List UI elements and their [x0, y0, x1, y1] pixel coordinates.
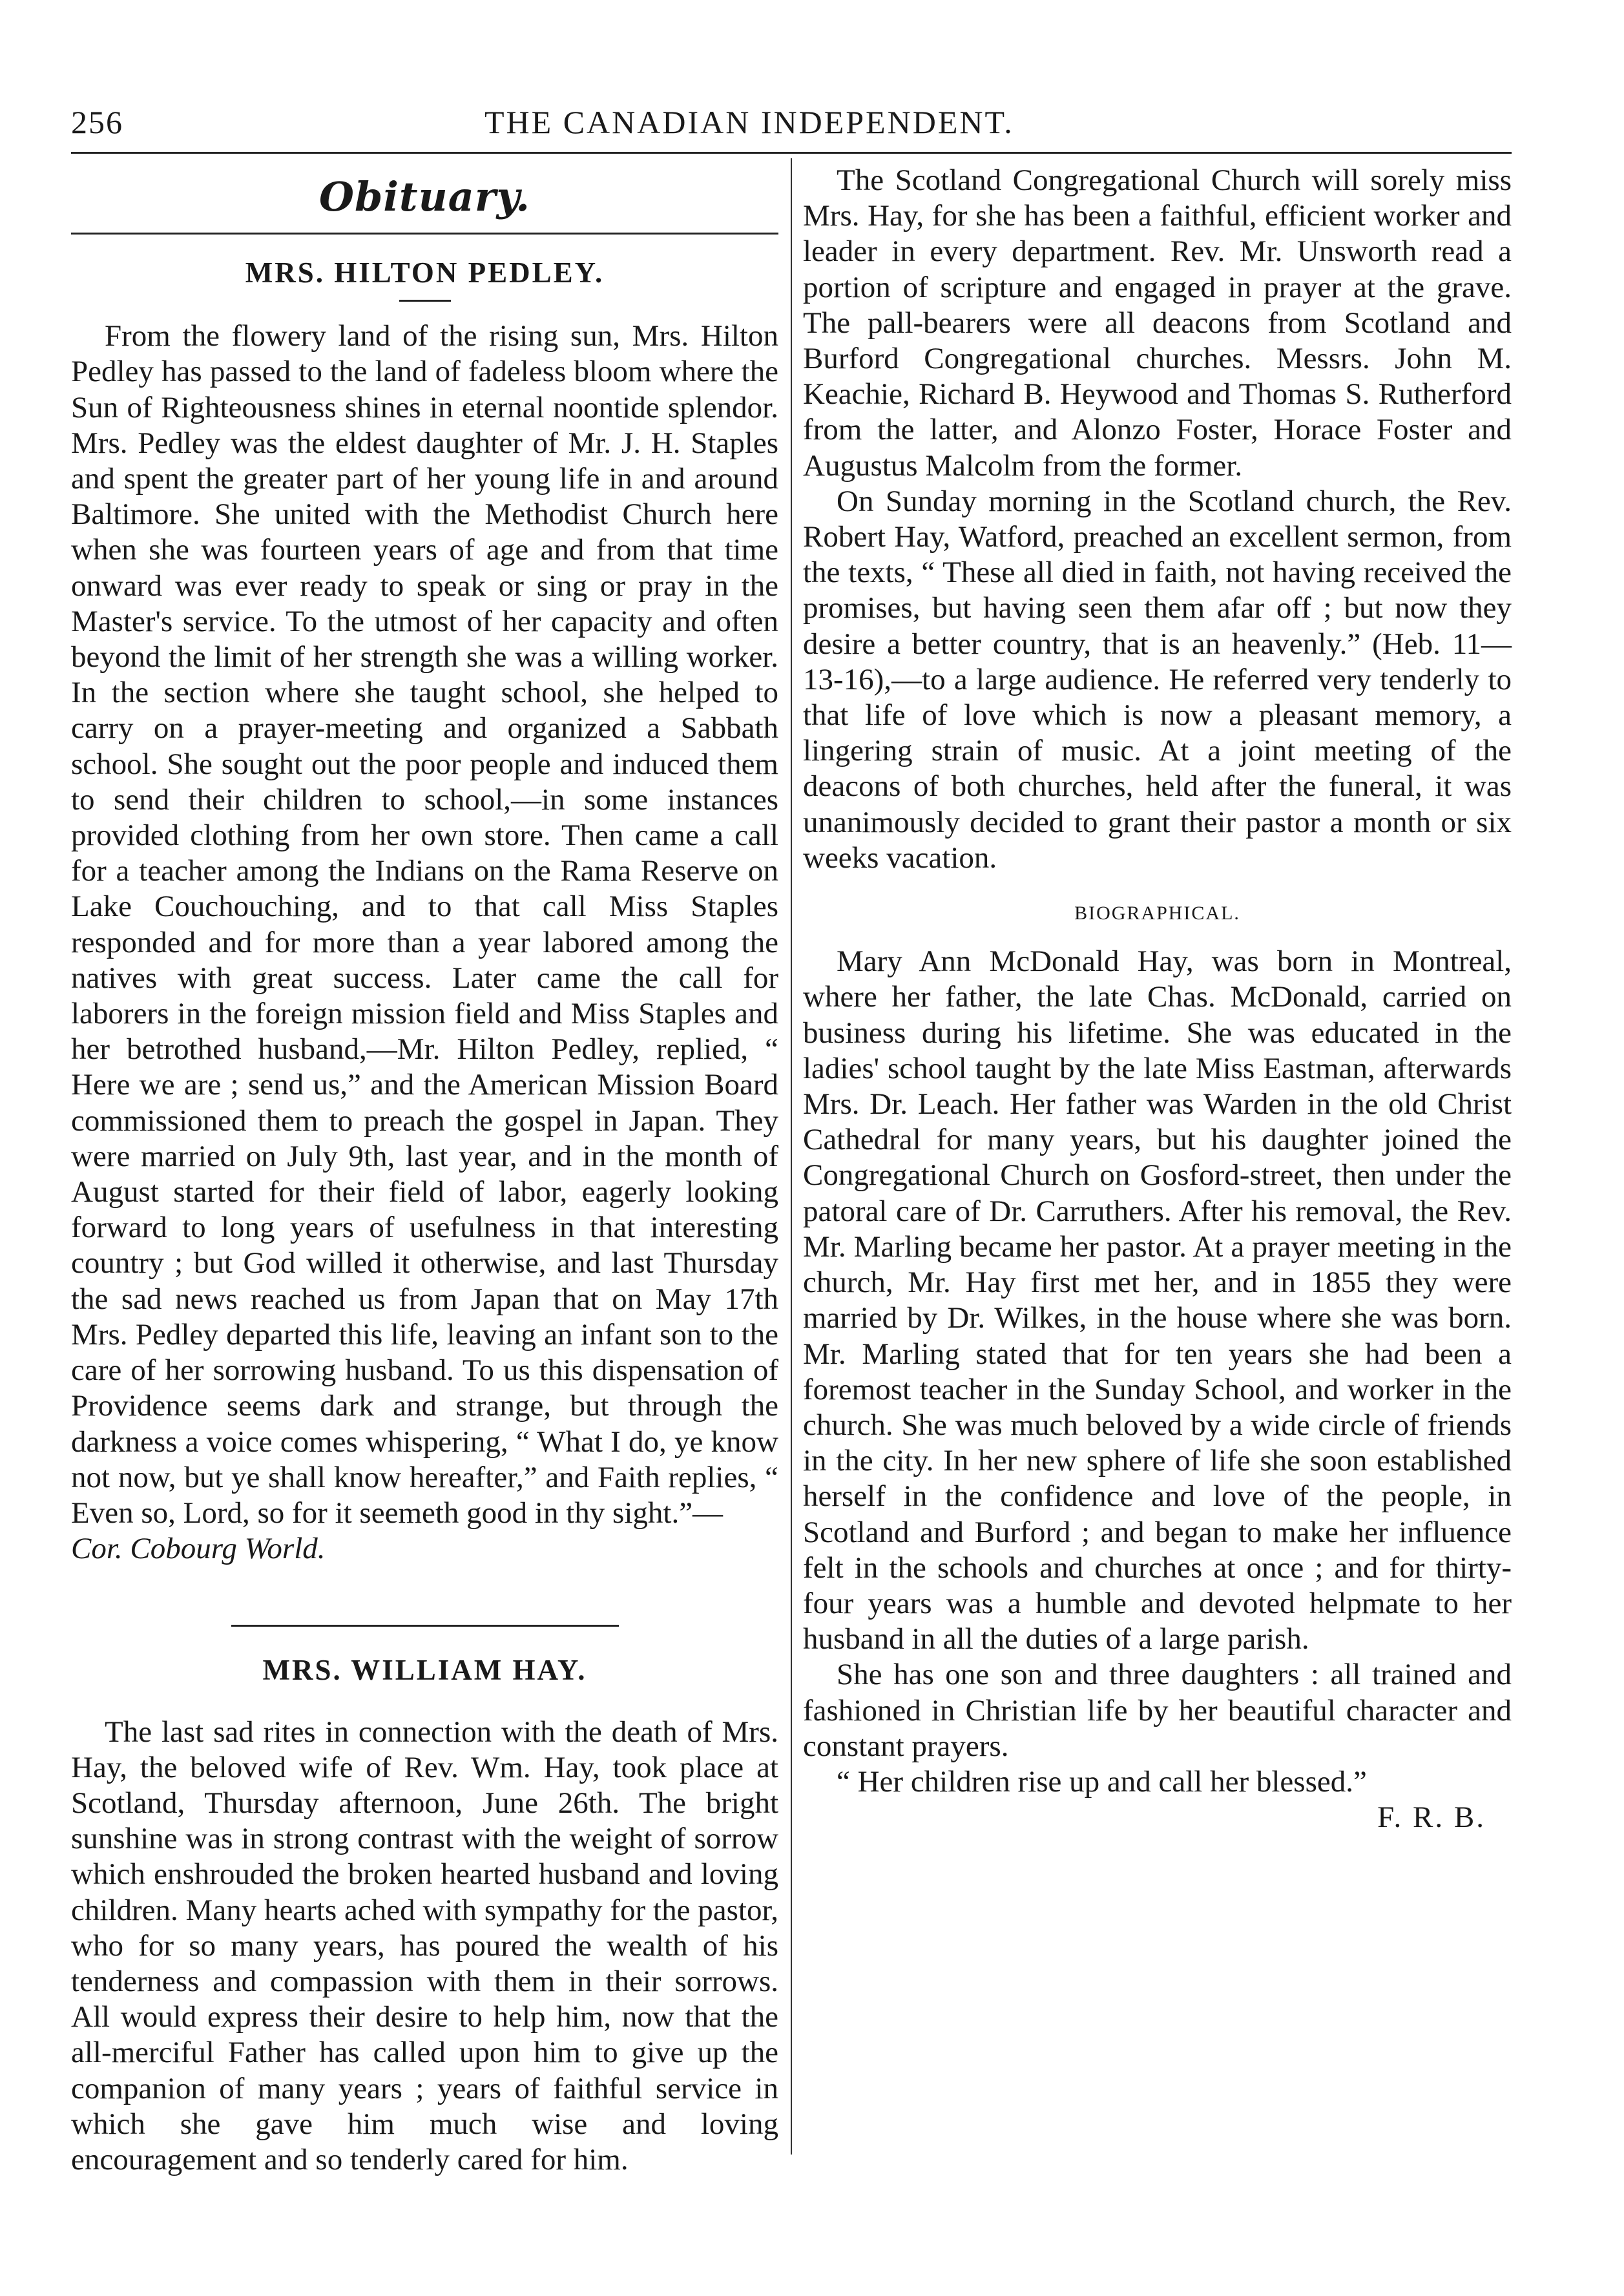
article-paragraph: From the flowery land of the rising sun, Mrs. Hilton Pedley has passed to the land of fadeless bloom where the Sun of Righteousness shines in eternal noontide splendor. Mrs. Pedley was the eldest daughter of Mr. J. H. Staples and spent the greater part of her young life in and around Baltimore. She united with the Methodist Church here when she was fourteen years of age and from that time onward was ever ready to speak or sing or pray in the Master's service. To the utmost of her capacity and often beyond the limit of her strength she was a willing worker. In the section where she taught school, she helped to carry on a prayer-meeting and organized a Sabbath school. She sought out the poor people and induced them to send their children to school,—in some instances provided clothing from her own store. Then came a call for a teacher among the Indians on the Rama Reserve on Lake Couchouching, and to that call Miss Staples responded and for more than a year labored among the natives with great success. Later came the call for laborers in the foreign mission field and Miss Staples and her betrothed husband,—Mr. Hilton Pedley, replied, “ Here we are ; send us,” and the American Mission Board commissioned them to preach the gospel in Japan. They were married on July 9th, last year, and in the month of August started for their field of labor, eagerly looking forward to long years of usefulness in that interesting country ; but God willed it otherwise, and last Thursday the sad news reached us from Japan that on May 17th Mrs. Pedley departed this life, leaving an infant son to the care of her sorrowing husband. To us this dispensation of Providence seems dark and strange, but through the darkness a voice comes whispering, “ What I do, ye know not now, but ye shall know hereafter,” and Faith replies, “ Even so, Lord, so for it seemeth good in thy sight.”— — [71, 319, 778, 1530]
header-rule — [71, 152, 1512, 154]
article-paragraph: On Sunday morning in the Scotland church, the Rev. Robert Hay, Watford, preached an excellent sermon, from the texts, “ These all died in faith, not having received the promises, but having seen them afar off ; but now they desire a better country, that is an heavenly.” (Heb. 11—13-16),—to a large audience. He referred very tenderly to that life of love which is now a pleasant memory, a lingering strain of music. At a joint meeting of the deacons of both churches, held after the funeral, it was unanimously decided to grant their pastor a month or six weeks vacation. — [803, 484, 1512, 875]
article-paragraph: The last sad rites in connection with the death of Mrs. Hay, the beloved wife of Rev. Wm. Hay, took place at Scotland, Thursday afternoon, June 26th. The bright sunshine was in strong contrast with the weight of sorrow which enshrouded the broken hearted husband and loving children. Many hearts ached with sympathy for the pastor, who for so many years, has poured the wealth of his tenderness and compassion with them in their sorrows. All would express their desire to help him, now that the all-merciful Father has called upon him to give up the companion of many years ; years of faithful service in which she gave him much wise and loving encouragement and so tenderly cared for him. — [71, 1715, 778, 2176]
obituary-title-pedley: MRS. HILTON PEDLEY. — [245, 256, 605, 289]
section-heading: Obituary. — [319, 173, 530, 220]
article-paragraph: She has one son and three daughters : all trained and fashioned in Christian life by her beautiful character and constant prayers. — [803, 1658, 1512, 1763]
article-paragraph: The Scotland Congregational Church will sorely miss Mrs. Hay, for she has been a faithful, efficient worker and leader in every department. Rev. Mr. Unsworth read a portion of scripture and engaged in prayer at the grave. The pall-bearers were all deacons from Scotland and Burford Congregational churches. Messrs. John M. Keachie, Richard B. Heywood and Thomas S. Rutherford from the latter, and Alonzo Foster, Horace Foster and Augustus Malcolm from the former. — [803, 163, 1512, 483]
article-quote: “ Her children rise up and call her blessed.” — [837, 1764, 1367, 1799]
left-column — [71, 162, 778, 2178]
page-number: 256 — [71, 104, 123, 140]
article-signature: F. R. B. — [1377, 1800, 1486, 1835]
page-header — [71, 97, 1512, 155]
article-paragraph: Mary Ann McDonald Hay, was born in Montreal, where her father, the late Chas. McDonald, carried on business during his lifetime. She was educated in the ladies' school taught by the late Miss Eastman, afterwards Mrs. Dr. Leach. Her father was Warden in the old Christ Cathedral for many years, but his daughter joined the Congregational Church on Gosford-street, then under the patoral care of Dr. Carruthers. After his removal, the Rev. Mr. Marling became her pastor. At a prayer meeting in the church, Mr. Hay first met her, and in 1855 they were married by Dr. Wilkes, in the house where she was born. Mr. Marling stated that for ten years she had been a foremost teacher in the Sunday School, and worker in the church. She was much beloved by a wide circle of friends in the city. In her new sphere of life she soon established herself in the confidence and love of the people, in Scotland and Burford ; and began to make her influence felt in the schools and churches at once ; and for thirty-four years was a humble and devoted helpmate to her husband in all the duties of a large parish. — [803, 944, 1512, 1656]
subheading-biographical: BIOGRAPHICAL. — [1074, 903, 1240, 924]
article-credit: Cor. Cobourg World. — [71, 1532, 326, 1566]
running-title: THE CANADIAN INDEPENDENT. — [484, 104, 1014, 140]
right-column — [803, 163, 1512, 1835]
column-divider — [791, 158, 792, 2155]
obituary-title-hay: MRS. WILLIAM HAY. — [262, 1654, 587, 1687]
